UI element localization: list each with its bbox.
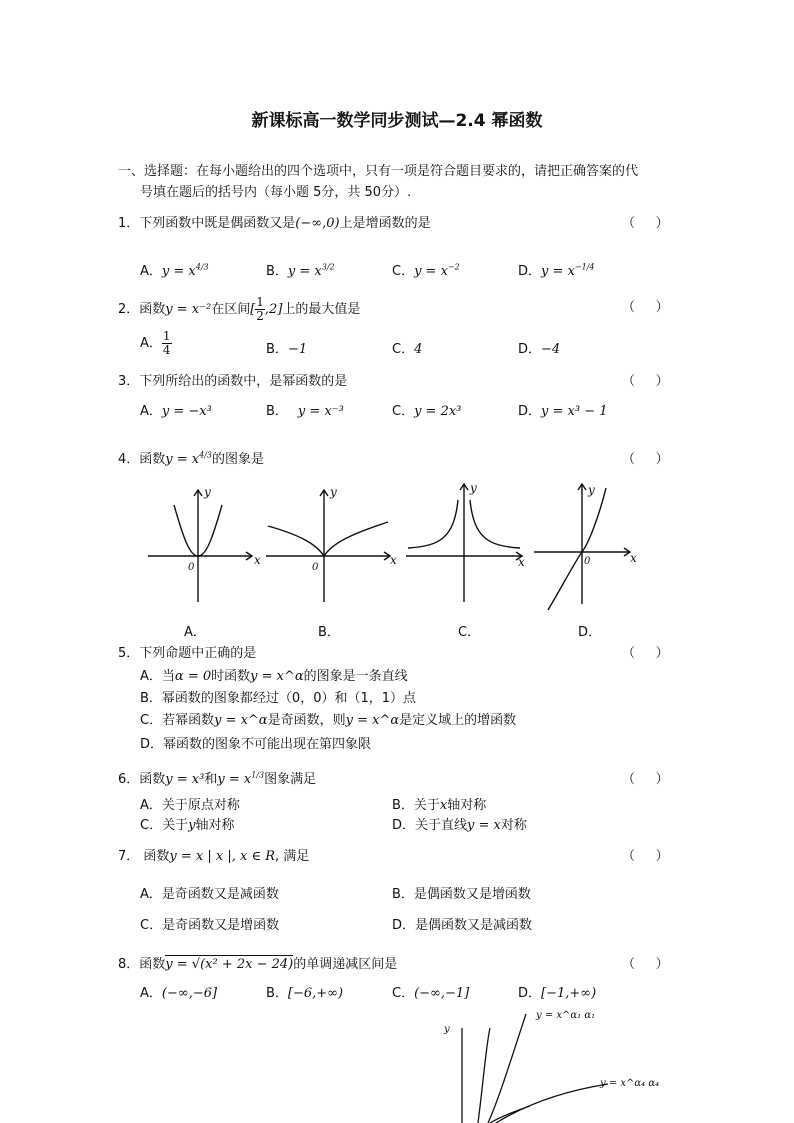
question-7-option-b: B．是偶函数又是增函数 <box>392 887 531 902</box>
option-label: B． <box>266 986 288 1001</box>
question-1-text: 1．下列函数中既是偶函数又是 <box>118 216 296 231</box>
question-7-option-d: D．是偶函数又是减函数 <box>392 918 533 933</box>
option-value: [−1,+∞) <box>541 986 597 1001</box>
option-text: 是奇函数，则 <box>267 713 346 728</box>
option-text-tail: 是定义域上的增函数 <box>399 713 517 728</box>
section-instructions-line2: 号填在题后的括号内（每小题 5分，共 50分）. <box>140 185 412 200</box>
question-9-figure <box>430 1006 690 1123</box>
question-4-text-tail: 的图象是 <box>212 452 265 467</box>
option-value: −4 <box>541 342 561 357</box>
graph-a-origin-label: 0 <box>188 562 195 573</box>
option-alpha: α = 0 <box>174 669 212 684</box>
curve-alpha-4-label: y = x^α₄ α₄ <box>600 1078 660 1089</box>
interval-open: [ <box>250 302 256 317</box>
option-expression: y = 2x³ <box>414 404 462 419</box>
question-5-option-d: D．幂函数的图象不可能出现在第四象限 <box>140 737 372 752</box>
question-6-text: 6．函数 <box>118 772 166 787</box>
option-text-tail: 轴对称 <box>447 798 487 813</box>
question-7-text: 7． 函数 <box>118 849 170 864</box>
question-4-function: y = x <box>165 452 200 467</box>
fraction-numerator: 1 <box>162 329 171 343</box>
question-8-option-b <box>266 982 343 1001</box>
question-7-answer-blank[interactable]: （ ） <box>622 849 669 864</box>
question-8-text: 8．函数 <box>118 957 166 972</box>
option-label: A． <box>140 264 162 279</box>
option-label: A． <box>140 404 162 419</box>
question-5-text: 5．下列命题中正确的是 <box>118 646 257 661</box>
graph-b-curve <box>268 522 388 556</box>
graph-b-origin-label: 0 <box>312 562 319 573</box>
question-5-answer-blank[interactable]: （ ） <box>622 646 669 661</box>
option-label: A． <box>140 986 162 1001</box>
question-6-exponent: 1/3 <box>251 770 265 780</box>
question-3-text: 3．下列所给出的函数中，是幂函数的是 <box>118 374 348 389</box>
option-value: 4 <box>414 342 423 357</box>
question-4-graphs <box>140 480 660 615</box>
question-2-function: y = x⁻² <box>165 302 212 317</box>
question-2-text-mid: 在区间 <box>211 302 251 317</box>
question-7 <box>118 845 309 864</box>
question-1-option-c <box>392 260 460 279</box>
question-4-exponent: 4/3 <box>199 450 212 460</box>
graph-d-y-label: y <box>588 483 595 497</box>
graph-a-x-label: x <box>254 553 261 567</box>
graph-d-curve <box>548 488 606 610</box>
graph-c-y-label: y <box>470 481 477 495</box>
question-7-option-a: A．是奇函数又是减函数 <box>140 887 279 902</box>
question-3-answer-blank[interactable]: （ ） <box>622 374 669 389</box>
figure-y-label: y <box>444 1024 450 1035</box>
question-3-option-c <box>392 400 461 419</box>
question-6-answer-blank[interactable]: （ ） <box>622 772 669 787</box>
option-label: D． <box>518 986 542 1001</box>
option-expression: y = x⁻³ <box>297 404 344 419</box>
section-instructions-line1: 一、选择题：在每小题给出的四个选项中，只有一项是符合题目要求的，请把正确答案的代 <box>118 164 639 179</box>
question-6-text-tail: 图象满足 <box>264 772 317 787</box>
graph-b-x-label: x <box>390 553 397 567</box>
option-text-tail: 的图象是一条直线 <box>303 669 408 684</box>
option-label: C． <box>392 986 415 1001</box>
question-8-text-tail: 的单调递减区间是 <box>293 957 398 972</box>
option-label: B． <box>266 264 288 279</box>
question-6-option-d <box>392 814 527 833</box>
graph-c-x-label: x <box>518 555 525 569</box>
option-expression: y = x <box>287 264 322 279</box>
question-1-option-b <box>266 260 335 279</box>
option-label: B．关于 <box>392 798 440 813</box>
graph-b-y-label: y <box>330 485 337 499</box>
option-label: B． <box>266 404 288 419</box>
option-expression: y = x <box>414 264 448 279</box>
option-label: D． <box>518 264 542 279</box>
graph-d-x-label: x <box>630 551 637 565</box>
option-function: y = x^α <box>214 713 268 728</box>
question-7-option-c: C．是奇函数又是增函数 <box>140 918 280 933</box>
question-1-option-d <box>518 260 594 279</box>
option-value: (−∞,−1] <box>414 986 470 1001</box>
question-7-text-tail: , 满足 <box>275 849 310 864</box>
option-label: D． <box>518 404 542 419</box>
option-label: C． <box>392 404 415 419</box>
question-1-option-a <box>140 260 209 279</box>
fraction-one-quarter <box>162 330 172 357</box>
option-function: y = x^α <box>250 669 304 684</box>
curve-alpha-1-label: y = x^α₁ α₁ <box>536 1010 596 1021</box>
option-text: 时函数 <box>211 669 251 684</box>
option-label: D．关于直线 <box>392 818 468 833</box>
question-5-option-c <box>140 709 516 728</box>
question-8-answer-blank[interactable]: （ ） <box>622 957 669 972</box>
graph-a <box>148 490 252 602</box>
option-expression: y = x <box>161 264 196 279</box>
question-1-text-tail: 上是增函数的是 <box>339 216 431 231</box>
graph-a-y-label: y <box>204 485 211 499</box>
question-1 <box>118 212 431 231</box>
curve-alpha-1 <box>488 1014 526 1123</box>
option-text-tail: 对称 <box>500 818 527 833</box>
question-2-text-tail: 上的最大值是 <box>282 302 361 317</box>
option-label: C． <box>392 264 415 279</box>
fraction-one-half <box>255 296 265 323</box>
curve-alpha-4 <box>496 1084 608 1123</box>
graph-c-curve-left <box>408 500 458 548</box>
question-2-option-c <box>392 338 422 357</box>
graph-d <box>534 484 630 610</box>
question-2-option-a <box>140 330 172 357</box>
question-6-option-b <box>392 794 486 813</box>
question-8-option-d <box>518 982 596 1001</box>
graph-d-label: D． <box>578 625 602 640</box>
question-8 <box>118 953 397 972</box>
question-6-function-2: y = x <box>217 772 252 787</box>
question-1-answer-blank[interactable]: （ ） <box>622 216 669 231</box>
option-value: [−6,+∞) <box>287 986 344 1001</box>
question-6-option-c <box>140 814 234 833</box>
question-6-function-1: y = x³ <box>165 772 205 787</box>
option-label: C．若幂函数 <box>140 713 215 728</box>
curve-steep <box>478 1028 490 1123</box>
option-label: A． <box>140 336 162 351</box>
option-label: D． <box>518 342 542 357</box>
question-6-option-a: A．关于原点对称 <box>140 798 240 813</box>
option-label: C． <box>392 342 415 357</box>
option-variable: x <box>439 798 448 813</box>
option-variable: y <box>188 818 196 833</box>
interval-close: ,2] <box>264 302 283 317</box>
page-title: 新课标高一数学同步测试—2.4 幂函数 <box>251 111 543 131</box>
option-exponent: 3/2 <box>321 262 335 272</box>
option-exponent: −1/4 <box>574 262 595 272</box>
option-label: C．关于 <box>140 818 189 833</box>
graph-d-origin-label: 0 <box>584 556 591 567</box>
question-2-option-b <box>266 338 307 357</box>
fraction-numerator: 1 <box>256 295 264 309</box>
option-value: −1 <box>287 342 308 357</box>
option-text-tail: 轴对称 <box>195 818 235 833</box>
question-5-option-b: B．幂函数的图象都经过（0，0）和（1，1）点 <box>140 691 417 706</box>
question-3-option-b <box>266 400 344 419</box>
question-8-option-c <box>392 982 469 1001</box>
question-4 <box>118 448 264 467</box>
option-exponent: −2 <box>447 262 460 272</box>
question-2-option-d <box>518 338 560 357</box>
question-4-answer-blank[interactable]: （ ） <box>622 452 669 467</box>
graph-b-label: B． <box>318 625 340 640</box>
graph-a-label: A． <box>184 625 206 640</box>
fraction-denominator: 2 <box>256 309 264 323</box>
option-variable: y = x <box>467 818 501 833</box>
graph-b <box>266 490 390 602</box>
graph-c-label: C． <box>458 625 481 640</box>
option-expression: y = x³ − 1 <box>541 404 608 419</box>
option-expression: y = −x³ <box>161 404 212 419</box>
question-3-option-d <box>518 400 608 419</box>
question-2-text: 2．函数 <box>118 302 166 317</box>
question-8-option-a <box>140 982 217 1001</box>
question-5-option-a <box>140 665 408 684</box>
question-2-answer-blank[interactable]: （ ） <box>622 300 669 315</box>
option-label: A．当 <box>140 669 175 684</box>
question-6 <box>118 768 316 787</box>
fraction-denominator: 4 <box>162 343 171 357</box>
question-3-option-a <box>140 400 212 419</box>
question-2 <box>118 296 360 323</box>
graph-c <box>406 484 522 602</box>
option-expression: y = x <box>541 264 575 279</box>
option-exponent: 4/3 <box>195 262 209 272</box>
option-function-2: y = x^α <box>345 713 400 728</box>
question-7-function: y = x | x |, x ∈ R <box>169 849 275 864</box>
option-value: (−∞,−6] <box>161 986 218 1001</box>
graph-c-curve-right <box>470 500 520 548</box>
question-1-interval: (−∞,0) <box>295 216 340 231</box>
question-6-text-mid: 和 <box>204 772 218 787</box>
option-label: B． <box>266 342 288 357</box>
question-4-text: 4．函数 <box>118 452 166 467</box>
question-8-function: y = √(x² + 2x − 24) <box>165 957 294 972</box>
